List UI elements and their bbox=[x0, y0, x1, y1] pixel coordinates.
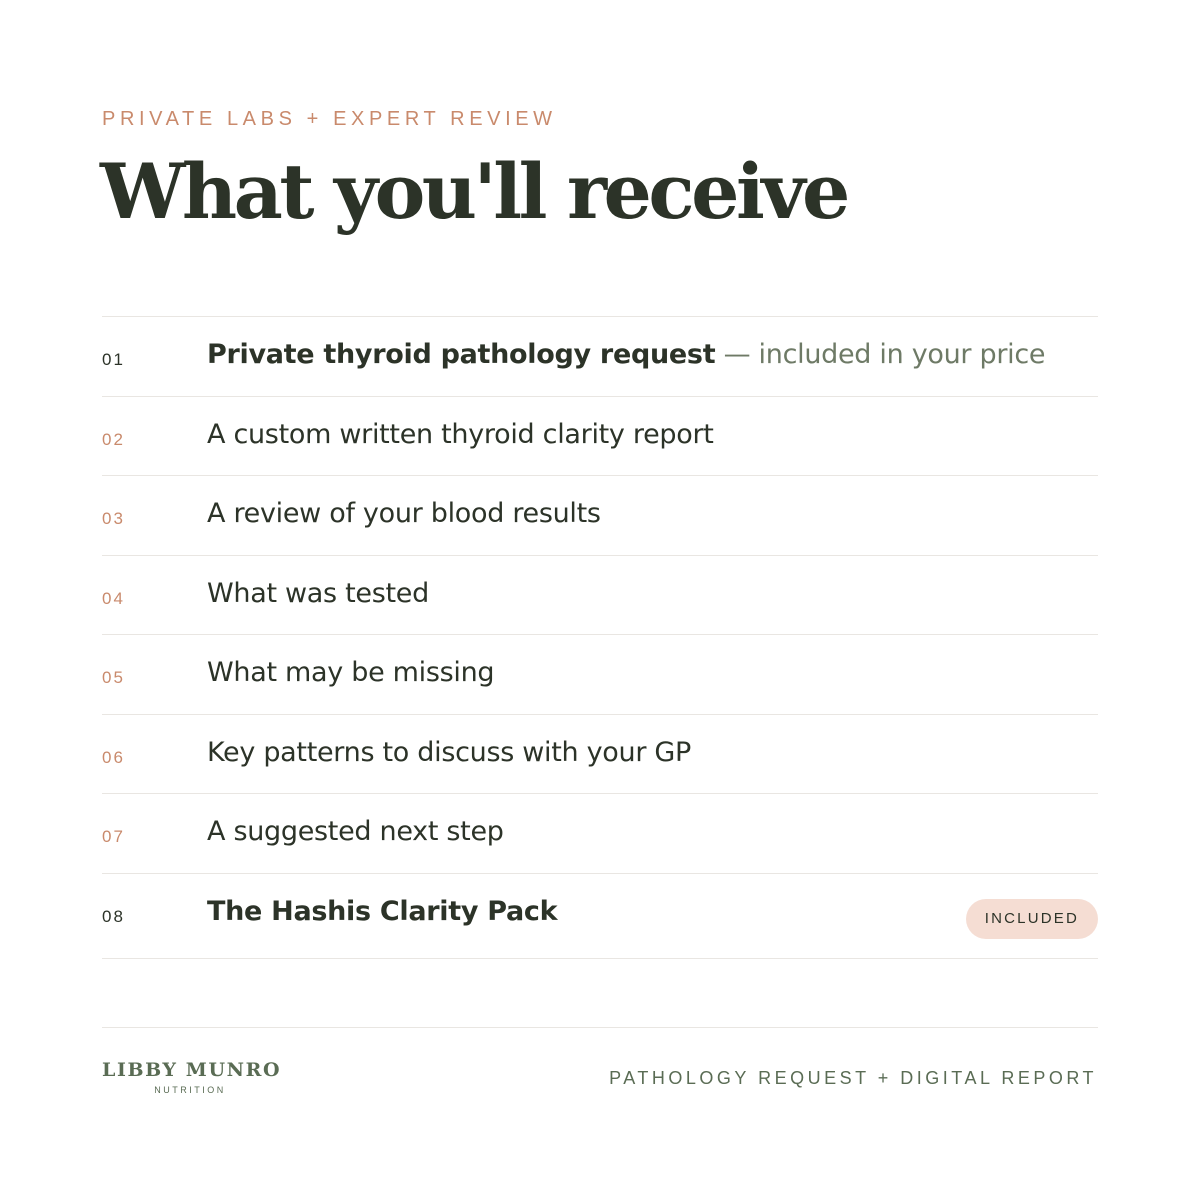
item-number: 07 bbox=[102, 827, 125, 846]
item-note: — included in your price bbox=[715, 339, 1046, 370]
page-title: What you'll receive bbox=[100, 147, 847, 236]
list-item bbox=[102, 874, 1098, 959]
item-text bbox=[207, 339, 1045, 370]
eyebrow-label: PRIVATE LABS + EXPERT REVIEW bbox=[102, 108, 557, 130]
item-label: Key patterns to discuss with your GP bbox=[207, 736, 692, 768]
item-number: 03 bbox=[102, 509, 125, 528]
item-number: 04 bbox=[102, 588, 125, 608]
logo-wordmark: LIBBY MUNRO bbox=[102, 1059, 282, 1081]
item-number: 02 bbox=[102, 429, 125, 449]
list-item bbox=[102, 794, 1098, 874]
item-label: What may be missing bbox=[207, 657, 495, 688]
item-number: 01 bbox=[102, 350, 125, 369]
inclusions-list bbox=[102, 316, 1098, 959]
item-text bbox=[207, 896, 557, 927]
list-item bbox=[102, 317, 1098, 397]
item-number: 06 bbox=[102, 747, 125, 767]
list-item bbox=[102, 635, 1098, 715]
footer-divider bbox=[102, 1027, 1098, 1028]
item-label: A review of your blood results bbox=[207, 498, 601, 529]
footer-tagline: PATHOLOGY REQUEST + DIGITAL REPORT bbox=[609, 1068, 1097, 1088]
list-item bbox=[102, 556, 1098, 636]
item-label: What was tested bbox=[207, 577, 429, 609]
list-item bbox=[102, 715, 1098, 795]
item-label: A suggested next step bbox=[207, 816, 504, 847]
item-label: Private thyroid pathology request bbox=[207, 339, 716, 370]
list-item bbox=[102, 476, 1098, 556]
item-number: 08 bbox=[102, 906, 125, 926]
item-label: A custom written thyroid clarity report bbox=[207, 418, 714, 450]
brand-logo bbox=[102, 1058, 282, 1098]
logo-subtitle: NUTRITION bbox=[154, 1085, 226, 1095]
item-number: 05 bbox=[102, 668, 125, 687]
list-item bbox=[102, 397, 1098, 477]
item-label: The Hashis Clarity Pack bbox=[207, 895, 558, 927]
included-badge: INCLUDED bbox=[966, 899, 1098, 939]
